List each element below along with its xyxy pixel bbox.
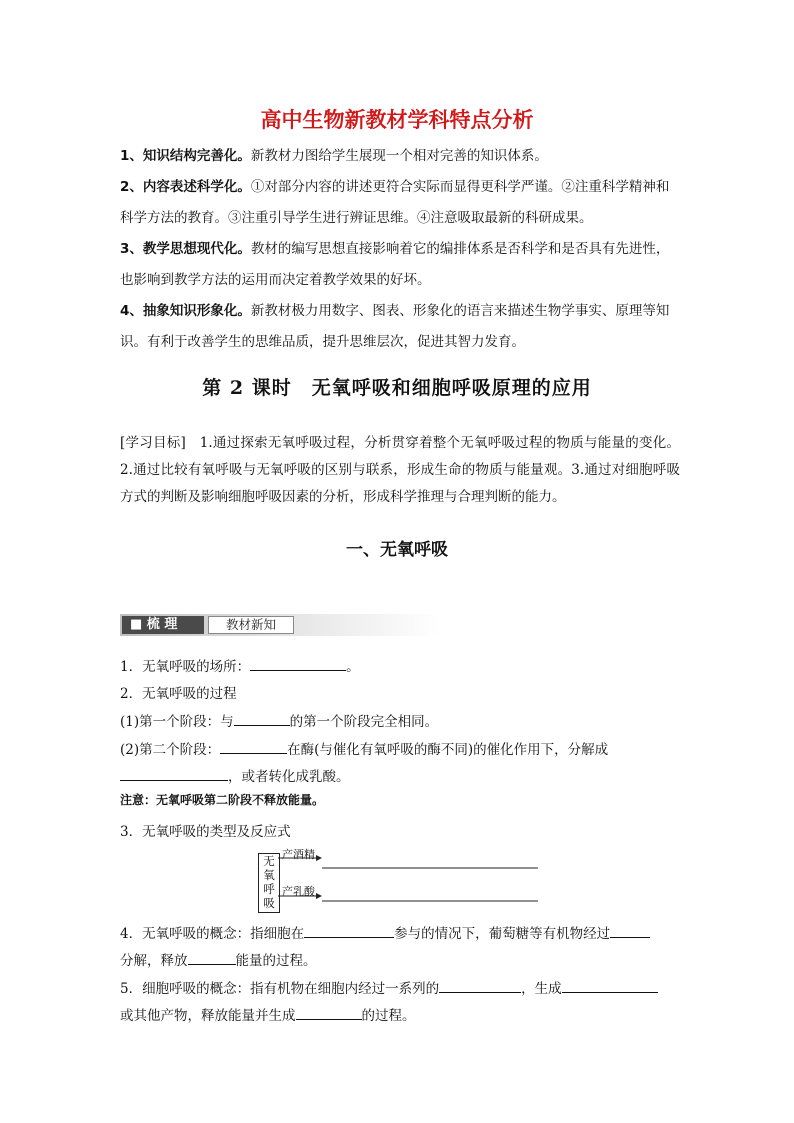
document-title: 高中生物新教材学科特点分析 [260,108,534,132]
answer-blank[interactable] [220,740,287,754]
item-text: (2)第二个阶段： [120,742,221,758]
note-text: 注意：无氧呼吸第二阶段不释放能量。 [120,793,325,807]
feature-heading: 3、教学思想现代化。 [120,241,251,257]
feature-item-2 [120,172,680,234]
item-text: 4．无氧呼吸的概念：指细胞在 [120,926,305,942]
feature-heading: 4、抽象知识形象化。 [120,303,251,319]
arrow-head-bottom [316,893,322,899]
feature-text: 新教材力图给学生展现一个相对完善的知识体系。 [250,148,548,164]
feature-text: 新教材极力用数字、图表、形象化的语言来描述生物学事实、原理等知识。有利于改善学生的思维品质，提升思维层次，促进其智力发育。 [120,303,670,350]
answer-blank[interactable] [439,979,521,993]
item-2-1 [120,710,438,730]
item-5-cont [120,1004,416,1024]
item-text: 。 [346,659,360,675]
goals-label: [学习目标] [120,435,186,451]
item-text: ，或者转化成乳酸。 [228,769,350,785]
item-3: 3．无氧呼吸的类型及反应式 [120,824,291,840]
feature-text: ①对部分内容的讲述更符合实际而显得更科学严谨。②注重科学精神和科学方法的教育。③注重引导学生进行辨证思维。④注意吸取最新的科研成果。 [120,179,670,226]
item-2: 2．无氧呼吸的过程 [120,686,237,702]
diagram-label-lactic: 产乳酸 [282,885,315,898]
answer-blank[interactable] [120,767,228,781]
feature-text: 教材的编写思想直接影响着它的编排体系是否科学和是否具有先进性，也影响到教学方法的运用而决定着教学效果的好坏。 [120,241,670,288]
item-text: 能量的过程。 [235,953,317,969]
lesson-title: 第 2 课时 无氧呼吸和细胞呼吸原理的应用 [202,377,592,399]
banner-left-label: ■ 梳 理 [122,616,204,634]
item-2-2-cont [120,765,350,785]
section-title: 一、无氧呼吸 [346,540,448,560]
item-text: 的过程。 [361,1008,416,1024]
learning-goals [120,430,680,511]
goals-text: 1.通过探索无氧呼吸过程，分析贯穿着整个无氧呼吸过程的物质与能量的变化。2.通过比较有氧呼吸与无氧呼吸的区别与联系，形成生命的物质与能量观。3.通过对细胞呼吸方式的判断及影响细胞呼吸因素的分析，形成科学推理与合理判断的能力。 [120,435,680,505]
reaction-diagram [278,846,548,906]
arrow-head-top [316,855,322,861]
item-text: ，生成 [521,981,562,997]
item-text: 在酶(与催化有氧呼吸的酶不同)的催化作用下，分解成 [287,742,609,758]
item-text: (1)第一个阶段：与 [120,714,234,730]
item-text: 5．细胞呼吸的概念：指有机物在细胞内经过一系列的 [120,981,440,997]
item-text: 分解，释放 [120,953,188,969]
item-4 [120,922,650,942]
item-1 [120,655,360,675]
feature-item-3 [120,234,680,296]
answer-blank[interactable] [562,979,658,993]
answer-blank[interactable] [250,657,346,671]
banner-right-label: 教材新知 [208,616,294,634]
item-5 [120,977,658,997]
item-text: 1．无氧呼吸的场所： [120,659,251,675]
feature-heading: 2、内容表述科学化。 [120,179,251,195]
item-text: 参与的情况下，葡萄糖等有机物经过 [394,926,611,942]
answer-blank[interactable] [296,1006,362,1020]
item-4-cont [120,949,317,969]
answer-blank[interactable] [610,924,650,938]
feature-item-4 [120,296,680,358]
answer-blank[interactable] [234,712,290,726]
item-text: 的第一个阶段完全相同。 [289,714,439,730]
item-2-2 [120,738,608,758]
diagram-box: 无氧呼吸 [258,853,280,913]
feature-heading: 1、知识结构完善化。 [120,148,251,164]
section-banner [120,614,440,636]
answer-blank[interactable] [304,924,394,938]
item-text: 或其他产物，释放能量并生成 [120,1008,296,1024]
feature-item-1 [120,141,680,172]
diagram-label-alcohol: 产酒精 [282,848,315,861]
answer-blank[interactable] [188,951,236,965]
